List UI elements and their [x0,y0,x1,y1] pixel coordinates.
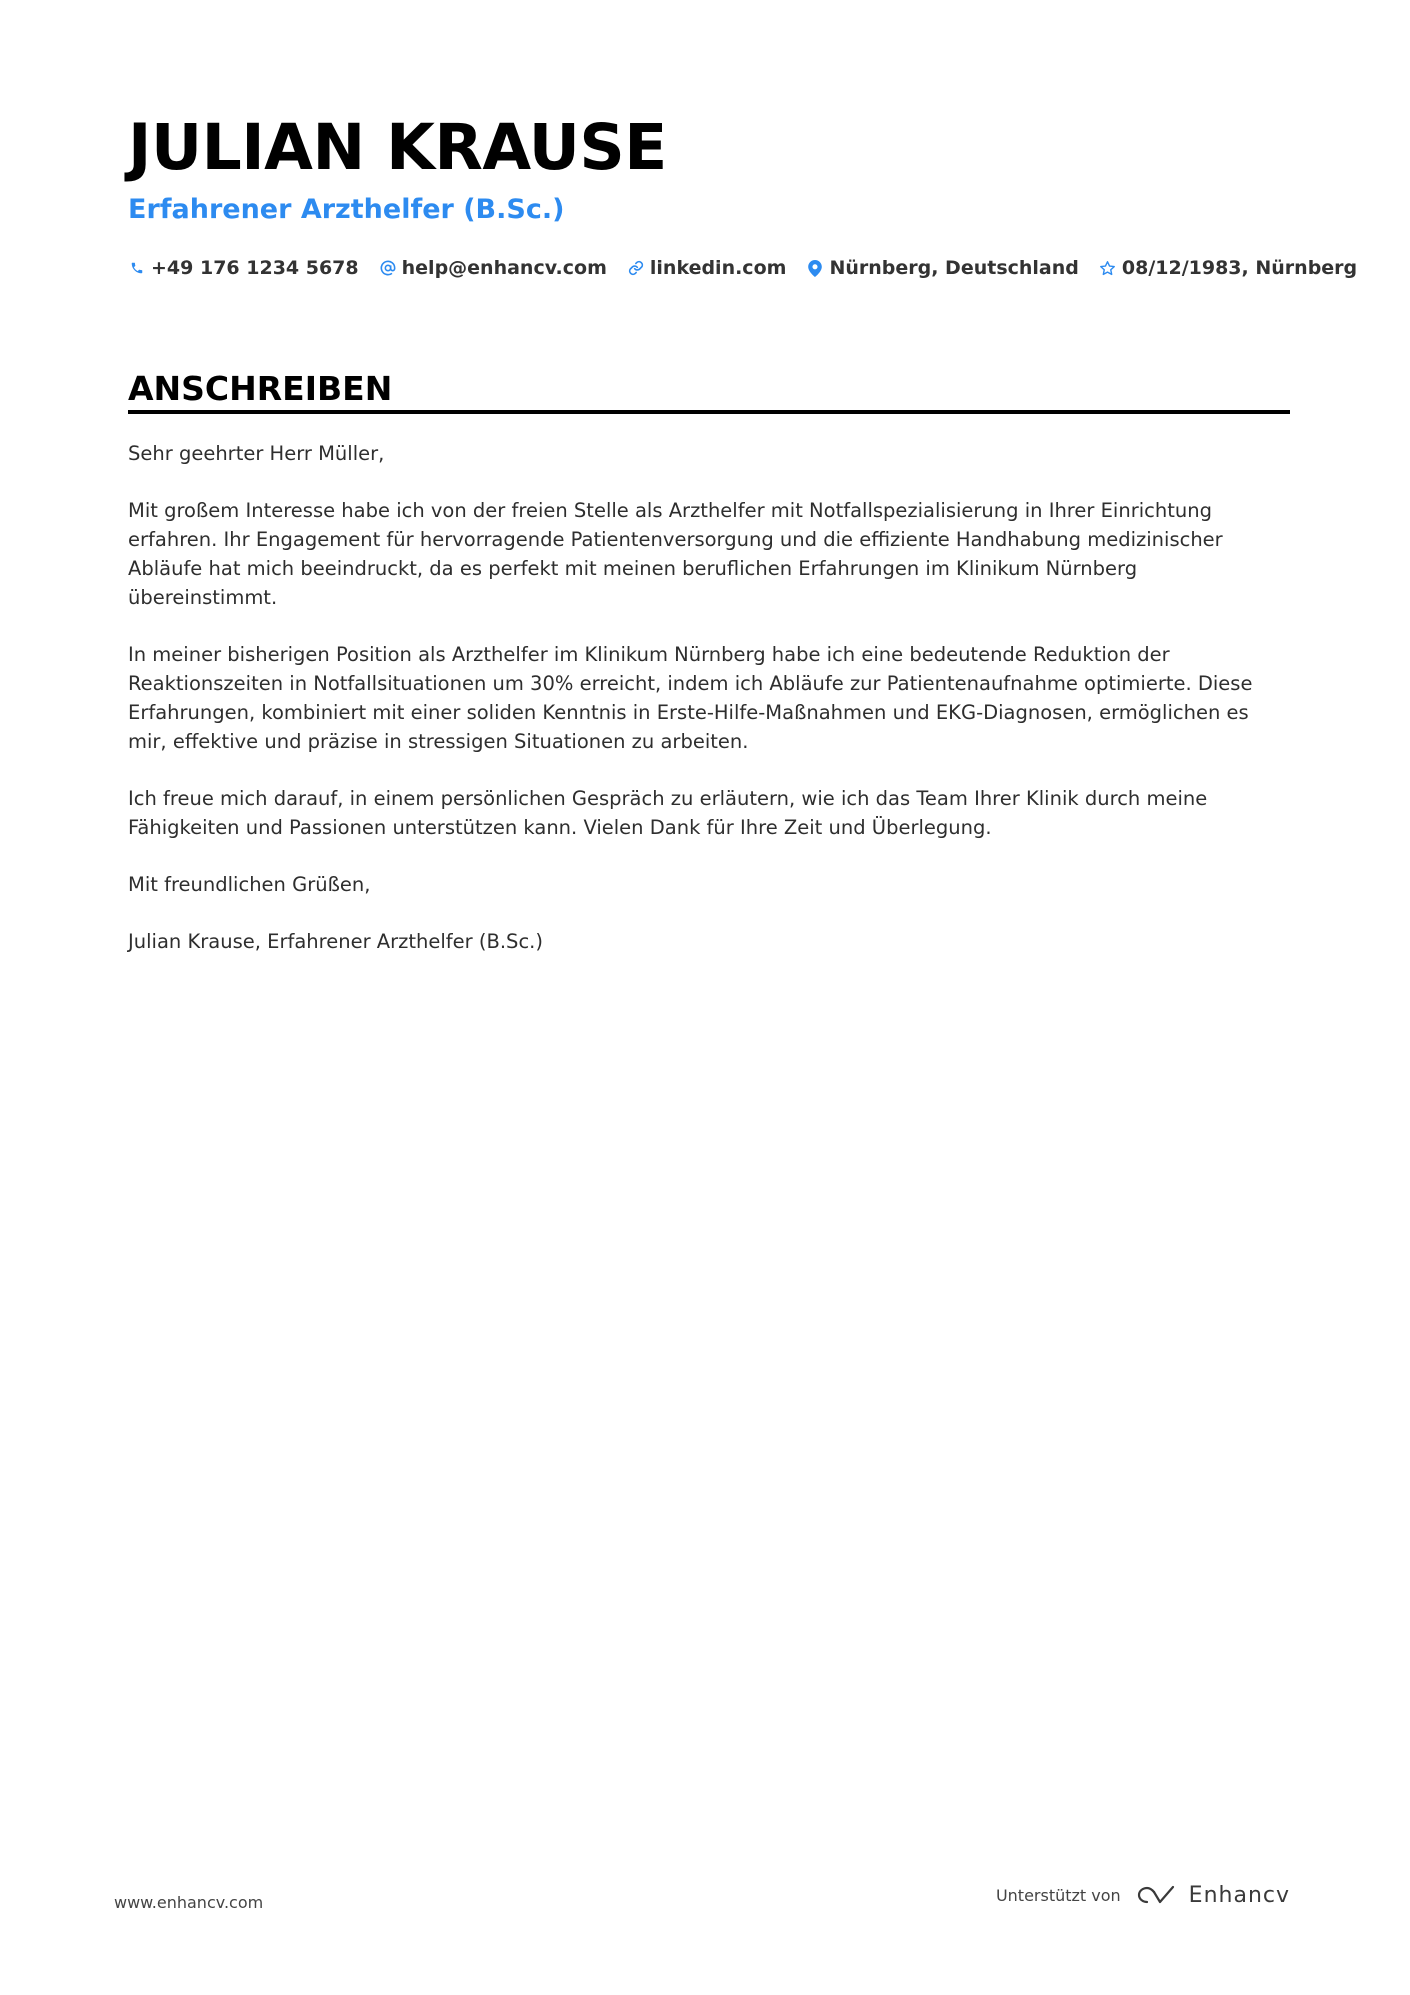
contact-email-text[interactable]: help@enhancv.com [401,257,607,279]
contact-location [806,257,1078,279]
map-pin-icon [806,257,824,279]
star-icon [1099,257,1117,279]
contact-linkedin [627,257,787,279]
contact-phone [128,257,359,279]
applicant-name: JULIAN KRAUSE [128,111,667,184]
section-title-anschreiben: ANSCHREIBEN [128,369,393,408]
phone-icon [128,257,146,279]
footer-brand-name[interactable]: Enhancv [1188,1882,1290,1908]
letter-body [128,439,1290,984]
contact-email [379,257,607,279]
link-icon [627,257,645,279]
letter-paragraph: Mit großem Interesse habe ich von der freien Stelle als Arzthelfer mit Notfallspezialisierung in Ihrer Einrichtung erfahren. Ihr Engagement für hervorragende Patientenversorgung und die effiziente Handhabung medizinischer Abläufe hat mich beeindruckt, da es perfekt mit meinen beruflichen Erfahrungen im Klinikum Nürnberg übereinstimmt. [128,499,1223,609]
letter-paragraph: Ich freue mich darauf, in einem persönlichen Gespräch zu erläutern, wie ich das Team Ihrer Klinik durch meine Fähigkeiten und Passionen unterstützen kann. Vielen Dank für Ihre Zeit und Überlegung. [128,787,1208,839]
footer-branding [996,1882,1290,1908]
contact-birth-text: 08/12/1983, Nürnberg [1121,257,1358,279]
contact-bar [128,252,1358,284]
applicant-title: Erfahrener Arzthelfer (B.Sc.) [128,194,565,225]
at-icon [379,257,397,279]
contact-location-text: Nürnberg, Deutschland [829,257,1079,279]
contact-phone-text[interactable]: +49 176 1234 5678 [151,257,359,279]
section-divider [128,410,1290,414]
contact-birth [1099,257,1357,279]
enhancv-logo-icon [1133,1882,1179,1908]
letter-salutation: Sehr geehrter Herr Müller, [128,442,385,465]
letter-signature: Julian Krause, Erfahrener Arzthelfer (B.Sc.) [128,930,543,953]
contact-linkedin-text[interactable]: linkedin.com [649,257,787,279]
letter-paragraph: In meiner bisherigen Position als Arzthelfer im Klinikum Nürnberg habe ich eine bedeutende Reduktion der Reaktionszeiten in Notfallsituationen um 30% erreicht, indem ich Abläufe zur Patientenaufnahme optimierte. Diese Erfahrungen, kombiniert mit einer soliden Kenntnis in Erste-Hilfe-Maßnahmen und EKG-Diagnosen, ermöglichen es mir, effektive und präzise in stressigen Situationen zu arbeiten. [128,643,1253,753]
letter-closing: Mit freundlichen Grüßen, [128,873,371,896]
footer-powered-by: Unterstützt von [995,1885,1121,1905]
footer-website-link[interactable]: www.enhancv.com [114,1893,264,1912]
